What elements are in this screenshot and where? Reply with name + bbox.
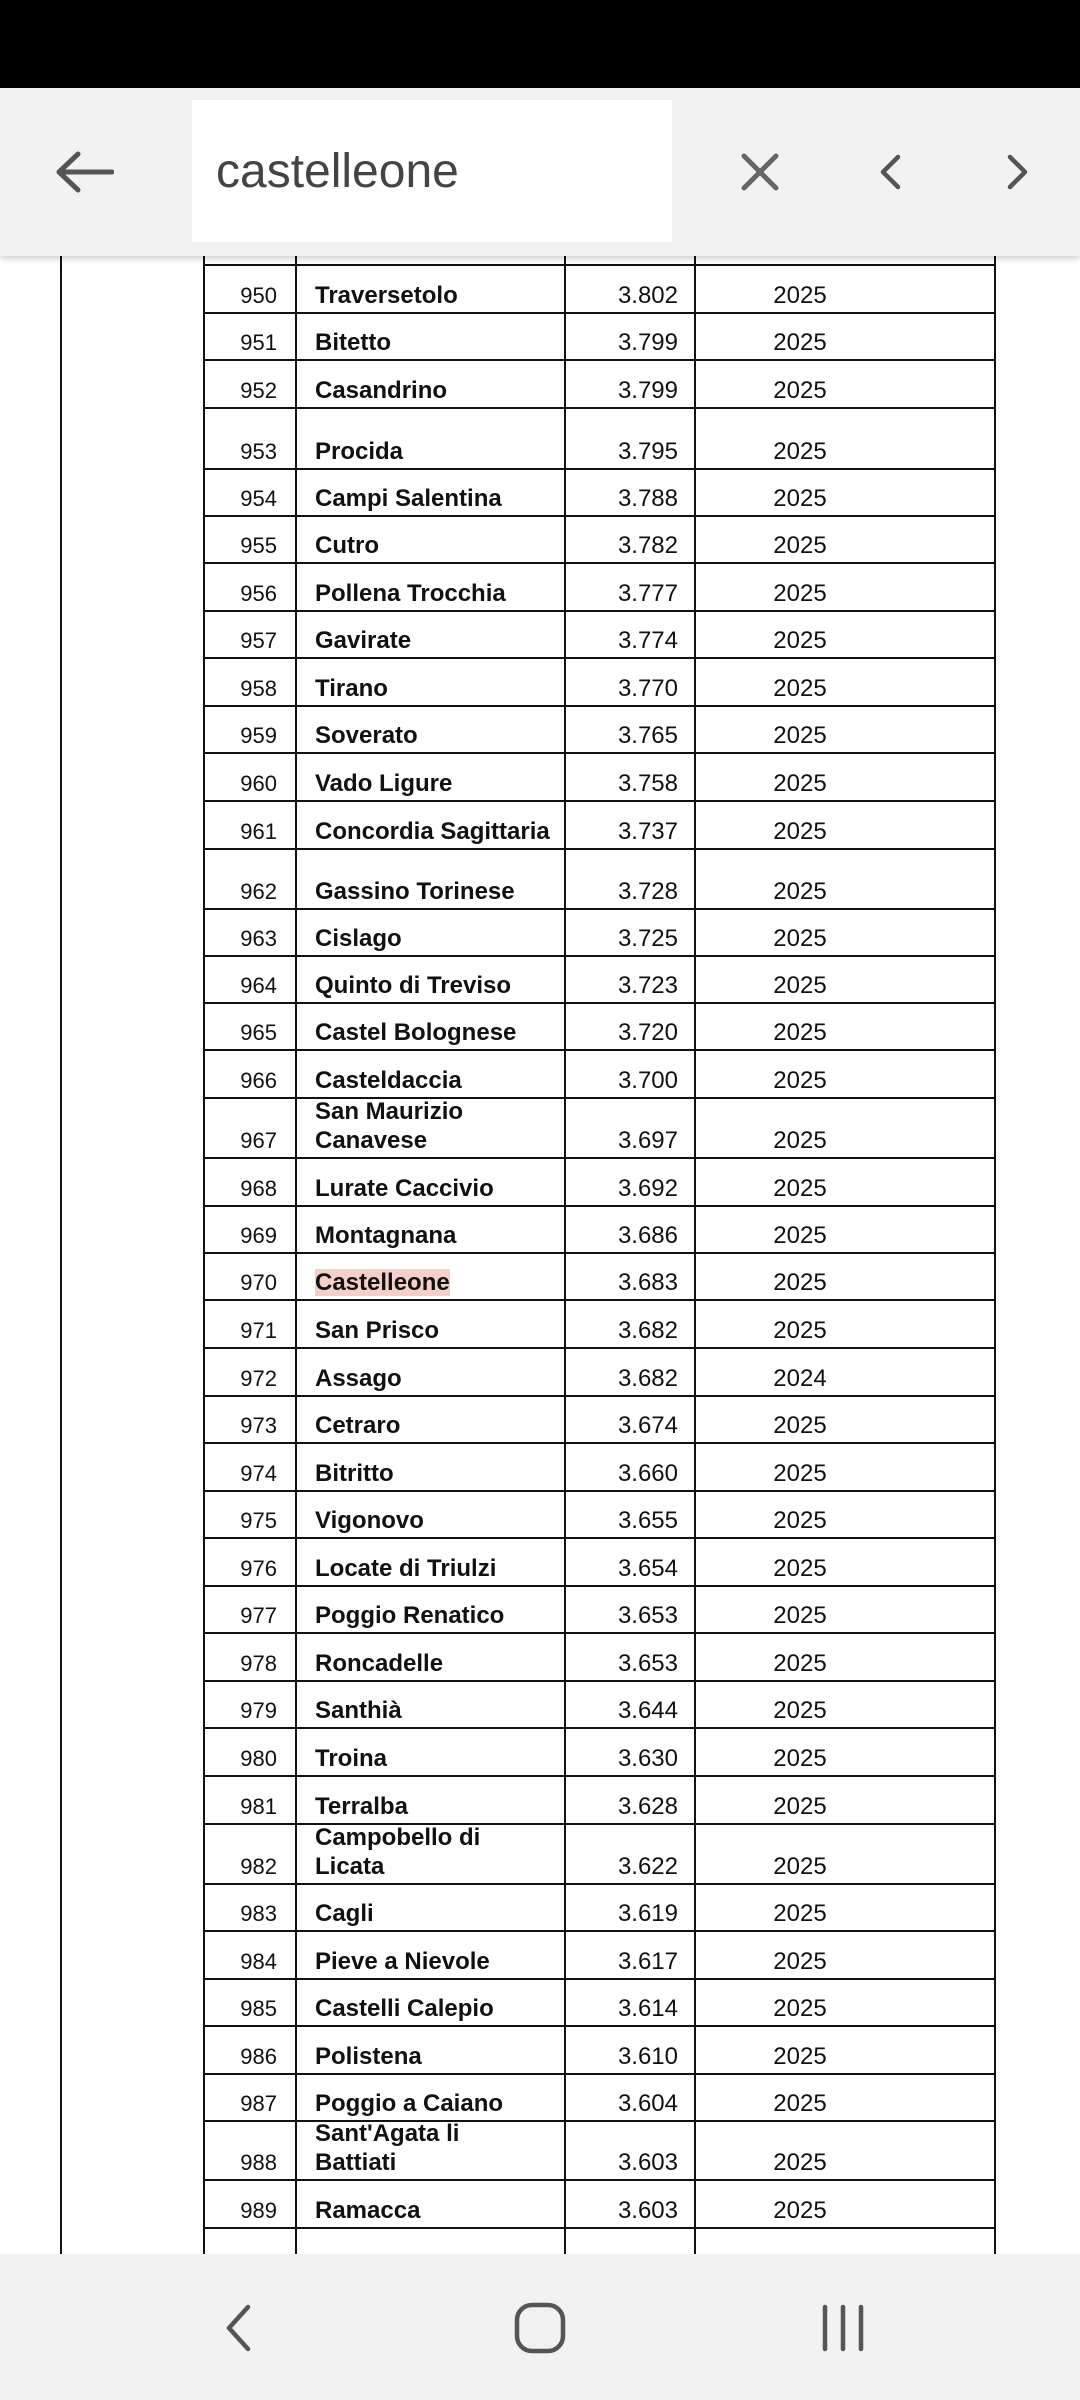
search-box[interactable] [192, 100, 672, 242]
rank-cell: 950 [240, 283, 277, 308]
year-cell: 2025 [773, 2149, 827, 2176]
population-cell: 3.774 [617, 627, 678, 654]
year-cell: 2025 [773, 329, 827, 356]
municipality-name: Castel Bolognese [315, 1019, 517, 1046]
year-cell: 2025 [773, 580, 827, 607]
year-cell: 2025 [773, 1412, 827, 1439]
population-cell: 3.686 [617, 1222, 678, 1249]
year-cell: 2025 [773, 1793, 827, 1820]
population-cell: 3.692 [617, 1175, 678, 1202]
municipality-cell [315, 1066, 555, 1095]
municipality-name: Poggio a Caiano [315, 2090, 504, 2117]
municipality-cell [315, 437, 555, 466]
municipality-name: Vado Ligure [315, 770, 453, 797]
table-row [203, 2025, 996, 2073]
municipality-name: Poggio Renatico [315, 1602, 505, 1629]
nav-home-button[interactable] [500, 2290, 580, 2366]
municipality-cell [315, 1459, 555, 1488]
municipality-name: Locate di Triulzi [315, 1555, 497, 1582]
population-cell: 3.725 [617, 925, 678, 952]
table-row [203, 1205, 996, 1252]
table-row [203, 1157, 996, 1205]
nav-home-icon [514, 2302, 566, 2354]
rank-cell: 973 [240, 1413, 277, 1438]
table-row [203, 407, 996, 468]
year-cell: 2025 [773, 1222, 827, 1249]
municipality-name: San Prisco [315, 1317, 440, 1344]
search-input[interactable] [216, 144, 656, 199]
year-cell: 2025 [773, 1507, 827, 1534]
table-row [203, 264, 996, 312]
population-cell: 3.654 [617, 1555, 678, 1582]
table-row [203, 705, 996, 752]
municipality-name: Traversetolo [315, 282, 458, 309]
population-cell: 3.683 [617, 1269, 678, 1296]
municipality-cell [315, 2196, 555, 2225]
population-cell: 3.628 [617, 1793, 678, 1820]
table-row [203, 515, 996, 562]
table-row [203, 1395, 996, 1442]
municipality-name: Castelli Calepio [315, 1995, 494, 2022]
rank-cell: 968 [240, 1176, 277, 1201]
year-cell: 2025 [773, 1460, 827, 1487]
table-row [203, 1978, 996, 2025]
rank-cell: 951 [240, 330, 277, 355]
year-cell: 2025 [773, 2043, 827, 2070]
nav-back-button[interactable] [198, 2290, 278, 2366]
year-cell: 2025 [773, 1127, 827, 1154]
year-cell: 2025 [773, 972, 827, 999]
navigation-bar [0, 2254, 1080, 2400]
municipality-name: Assago [315, 1365, 402, 1392]
population-cell: 3.795 [617, 438, 678, 465]
municipality-cell [315, 2089, 555, 2118]
rank-cell: 959 [240, 723, 277, 748]
nav-back-icon [223, 2303, 253, 2353]
population-cell: 3.603 [617, 2149, 678, 2176]
municipality-name: Santhià [315, 1697, 402, 1724]
municipality-name: Pollena Trocchia [315, 580, 506, 607]
table-row [203, 562, 996, 610]
municipality-name: Soverato [315, 722, 418, 749]
municipality-cell [315, 1411, 555, 1440]
rank-cell: 965 [240, 1020, 277, 1045]
municipality-name: Battiati [315, 2149, 397, 2176]
year-cell: 2025 [773, 675, 827, 702]
population-cell: 3.737 [617, 818, 678, 845]
year-cell: 2025 [773, 2090, 827, 2117]
municipality-name: Pieve a Nievole [315, 1948, 490, 1975]
municipality-cell [315, 1221, 555, 1250]
table-border [60, 256, 62, 2254]
rank-cell: 962 [240, 879, 277, 904]
table-row [203, 955, 996, 1002]
table-row [203, 1680, 996, 1727]
chevron-right-icon [1006, 154, 1030, 190]
year-cell: 2025 [773, 818, 827, 845]
table-row [203, 1252, 996, 1299]
municipality-cell [315, 1994, 555, 2023]
municipality-cell [315, 769, 555, 798]
population-cell: 3.682 [617, 1317, 678, 1344]
arrow-left-icon [54, 150, 114, 194]
table-row [203, 1632, 996, 1680]
rank-cell: 969 [240, 1223, 277, 1248]
rank-cell: 978 [240, 1651, 277, 1676]
population-cell: 3.758 [617, 770, 678, 797]
rank-cell: 983 [240, 1901, 277, 1926]
table-row [203, 1930, 996, 1978]
municipality-cell [315, 817, 555, 846]
municipality-name: Lurate Caccivio [315, 1175, 494, 1202]
rank-cell: 961 [240, 819, 277, 844]
population-cell: 3.802 [617, 282, 678, 309]
year-cell: 2025 [773, 1650, 827, 1677]
rank-cell: 985 [240, 1996, 277, 2021]
municipality-cell [315, 1649, 555, 1678]
population-cell: 3.630 [617, 1745, 678, 1772]
municipality-name: Polistena [315, 2043, 422, 2070]
table-row [203, 2179, 996, 2227]
table-row [203, 1883, 996, 1930]
municipality-name: Terralba [315, 1793, 408, 1820]
year-cell: 2025 [773, 2197, 827, 2224]
municipality-name: Licata [315, 1853, 385, 1880]
table-row [203, 752, 996, 800]
municipality-cell [315, 674, 555, 703]
population-cell: 3.799 [617, 377, 678, 404]
rank-cell: 956 [240, 581, 277, 606]
table-row [203, 2120, 996, 2179]
clear-search-button[interactable] [722, 134, 798, 210]
municipality-cell [315, 971, 555, 1000]
nav-recents-icon [820, 2304, 866, 2352]
municipality-name: San Maurizio [315, 1098, 464, 1125]
previous-match-button[interactable] [852, 134, 928, 210]
municipality-name: Bitetto [315, 329, 391, 356]
municipality-name: Campi Salentina [315, 485, 502, 512]
rank-cell: 960 [240, 771, 277, 796]
population-cell: 3.788 [617, 485, 678, 512]
table-row [203, 1775, 996, 1823]
year-cell: 2025 [773, 1602, 827, 1629]
population-cell: 3.728 [617, 878, 678, 905]
rank-cell: 967 [240, 1128, 277, 1153]
rank-cell: 981 [240, 1794, 277, 1819]
table-row [203, 1442, 996, 1490]
population-cell: 3.700 [617, 1067, 678, 1094]
rank-cell: 989 [240, 2198, 277, 2223]
municipality-cell [315, 1823, 555, 1881]
status-bar [0, 0, 1080, 88]
year-cell: 2025 [773, 282, 827, 309]
population-cell: 3.723 [617, 972, 678, 999]
municipality-name: Concordia Sagittaria [315, 818, 550, 845]
rank-cell: 970 [240, 1270, 277, 1295]
municipality-cell [315, 484, 555, 513]
municipality-cell [315, 1268, 555, 1297]
population-cell: 3.619 [617, 1900, 678, 1927]
municipality-name: Cislago [315, 925, 402, 952]
table-row [203, 1347, 996, 1395]
table-row [203, 2073, 996, 2120]
table-row [203, 657, 996, 705]
population-cell: 3.610 [617, 2043, 678, 2070]
document-view[interactable] [0, 256, 1080, 2254]
municipality-cell [315, 721, 555, 750]
municipality-cell [315, 924, 555, 953]
year-cell: 2025 [773, 1697, 827, 1724]
municipality-cell [315, 1018, 555, 1047]
year-cell: 2025 [773, 722, 827, 749]
year-cell: 2025 [773, 925, 827, 952]
year-cell: 2025 [773, 627, 827, 654]
municipality-name: Procida [315, 438, 404, 465]
population-cell: 3.799 [617, 329, 678, 356]
year-cell: 2025 [773, 1745, 827, 1772]
municipality-cell [315, 2119, 555, 2177]
municipality-name: Gassino Torinese [315, 878, 515, 905]
population-cell: 3.770 [617, 675, 678, 702]
municipality-cell [315, 1097, 555, 1155]
rank-cell: 975 [240, 1508, 277, 1533]
rank-cell: 987 [240, 2091, 277, 2116]
municipality-name: Campobello di [315, 1824, 481, 1851]
year-cell: 2025 [773, 878, 827, 905]
population-cell: 3.604 [617, 2090, 678, 2117]
table-row [203, 359, 996, 407]
year-cell: 2025 [773, 770, 827, 797]
rank-cell: 971 [240, 1318, 277, 1343]
municipality-cell [315, 1316, 555, 1345]
population-cell: 3.765 [617, 722, 678, 749]
year-cell: 2025 [773, 532, 827, 559]
year-cell: 2025 [773, 1995, 827, 2022]
municipality-cell [315, 376, 555, 405]
municipality-cell [315, 531, 555, 560]
population-cell: 3.614 [617, 1995, 678, 2022]
municipality-cell [315, 626, 555, 655]
year-cell: 2025 [773, 1269, 827, 1296]
table-row [203, 1097, 996, 1157]
municipality-cell [315, 328, 555, 357]
municipality-name: Canavese [315, 1127, 428, 1154]
rank-cell: 954 [240, 486, 277, 511]
municipality-cell [315, 1744, 555, 1773]
municipality-name: Troina [315, 1745, 388, 1772]
population-cell: 3.660 [617, 1460, 678, 1487]
rank-cell: 982 [240, 1854, 277, 1879]
municipality-cell [315, 579, 555, 608]
rank-cell: 964 [240, 973, 277, 998]
municipality-name: Cagli [315, 1900, 374, 1927]
rank-cell: 980 [240, 1746, 277, 1771]
year-cell: 2025 [773, 1175, 827, 1202]
nav-recents-button[interactable] [803, 2290, 883, 2366]
rank-cell: 974 [240, 1461, 277, 1486]
table-row [203, 1585, 996, 1632]
municipality-name: Bitritto [315, 1460, 394, 1487]
rank-cell: 988 [240, 2150, 277, 2175]
table-row [203, 1049, 996, 1097]
population-cell: 3.782 [617, 532, 678, 559]
population-cell: 3.622 [617, 1853, 678, 1880]
municipality-cell [315, 1554, 555, 1583]
population-cell: 3.777 [617, 580, 678, 607]
year-cell: 2025 [773, 485, 827, 512]
population-cell: 3.653 [617, 1650, 678, 1677]
rank-cell: 972 [240, 1366, 277, 1391]
municipality-cell [315, 1792, 555, 1821]
population-cell: 3.720 [617, 1019, 678, 1046]
close-icon [741, 153, 779, 191]
municipality-name: Casteldaccia [315, 1067, 462, 1094]
table-row [203, 468, 996, 515]
table-row [203, 610, 996, 657]
population-cell: 3.682 [617, 1365, 678, 1392]
year-cell: 2025 [773, 1900, 827, 1927]
municipality-name: Ramacca [315, 2197, 421, 2224]
municipality-cell [315, 1899, 555, 1928]
municipality-name: Sant'Agata li [315, 2120, 460, 2147]
back-button[interactable] [42, 134, 126, 210]
rank-cell: 955 [240, 533, 277, 558]
table-row [203, 800, 996, 848]
year-cell: 2025 [773, 1555, 827, 1582]
rank-cell: 952 [240, 378, 277, 403]
year-cell: 2025 [773, 1948, 827, 1975]
municipality-name: Cetraro [315, 1412, 401, 1439]
table-row [203, 848, 996, 908]
rank-cell: 957 [240, 628, 277, 653]
municipality-name: Tirano [315, 675, 388, 702]
rank-cell: 986 [240, 2044, 277, 2069]
rank-cell: 984 [240, 1949, 277, 1974]
municipality-name: Gavirate [315, 627, 412, 654]
municipality-name: Montagnana [315, 1222, 457, 1249]
population-cell: 3.655 [617, 1507, 678, 1534]
population-cell: 3.653 [617, 1602, 678, 1629]
find-bar [0, 88, 1080, 256]
municipality-name: Casandrino [315, 377, 448, 404]
year-cell: 2024 [773, 1365, 827, 1392]
table-row [203, 1823, 996, 1883]
municipality-cell [315, 1947, 555, 1976]
rank-cell: 966 [240, 1068, 277, 1093]
municipality-cell [315, 877, 555, 906]
population-cell: 3.617 [617, 1948, 678, 1975]
rank-cell: 976 [240, 1556, 277, 1581]
search-match-highlight: Castelleone [315, 1269, 450, 1296]
table-row [203, 312, 996, 359]
rank-cell: 958 [240, 676, 277, 701]
year-cell: 2025 [773, 377, 827, 404]
year-cell: 2025 [773, 438, 827, 465]
rank-cell: 977 [240, 1603, 277, 1628]
table-row [203, 908, 996, 955]
municipality-cell [315, 1601, 555, 1630]
municipality-name: Roncadelle [315, 1650, 444, 1677]
table-row [203, 1490, 996, 1537]
municipality-name: Vigonovo [315, 1507, 424, 1534]
municipality-cell [315, 1506, 555, 1535]
municipality-name: Quinto di Treviso [315, 972, 512, 999]
rank-cell: 979 [240, 1698, 277, 1723]
year-cell: 2025 [773, 1019, 827, 1046]
table-row [203, 1537, 996, 1585]
year-cell: 2025 [773, 1853, 827, 1880]
table-row [203, 1299, 996, 1347]
chevron-left-icon [878, 154, 902, 190]
municipality-cell [315, 1174, 555, 1203]
population-cell: 3.644 [617, 1697, 678, 1724]
table-row-divider [203, 2227, 996, 2229]
municipality-name: Cutro [315, 532, 379, 559]
year-cell: 2025 [773, 1067, 827, 1094]
municipality-cell [315, 1696, 555, 1725]
year-cell: 2025 [773, 1317, 827, 1344]
table-row [203, 1002, 996, 1049]
table-row [203, 1727, 996, 1775]
population-cell: 3.674 [617, 1412, 678, 1439]
rank-cell: 963 [240, 926, 277, 951]
next-match-button[interactable] [980, 134, 1056, 210]
rank-cell: 953 [240, 439, 277, 464]
municipality-cell [315, 2042, 555, 2071]
population-cell: 3.697 [617, 1127, 678, 1154]
municipality-cell [315, 281, 555, 310]
municipality-cell [315, 1364, 555, 1393]
population-cell: 3.603 [617, 2197, 678, 2224]
